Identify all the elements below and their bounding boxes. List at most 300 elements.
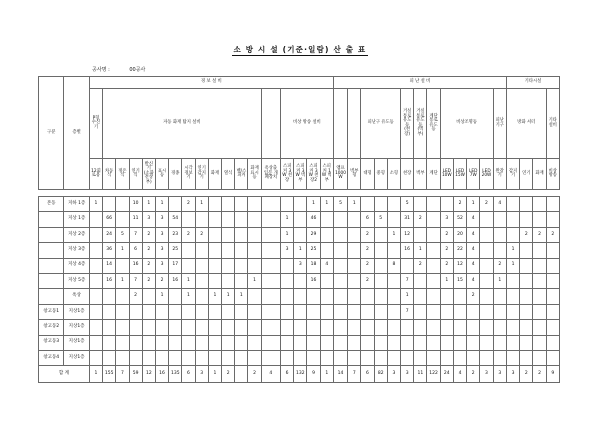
value-cell: [169, 289, 182, 304]
value-cell: 1: [155, 197, 168, 212]
value-cell: [261, 320, 280, 335]
project-line: [92, 66, 145, 73]
value-cell: [222, 258, 235, 273]
value-cell: 3: [142, 212, 155, 227]
value-cell: [520, 212, 533, 227]
value-cell: [222, 350, 235, 365]
value-cell: 25: [307, 243, 320, 258]
table-row: [39, 335, 560, 350]
value-cell: [222, 273, 235, 288]
value-cell: 1: [195, 197, 208, 212]
value-cell: [195, 350, 208, 365]
total-value-cell: 14: [333, 366, 347, 383]
value-cell: [333, 227, 347, 242]
column-header: 벽부형: [348, 159, 361, 190]
value-cell: [427, 320, 440, 335]
value-cell: [208, 243, 221, 258]
value-cell: [222, 197, 235, 212]
value-cell: [427, 350, 440, 365]
total-value-cell: 3: [480, 366, 493, 383]
value-cell: 12: [401, 227, 414, 242]
value-cell: [374, 258, 387, 273]
value-cell: [129, 350, 142, 365]
value-cell: [248, 212, 261, 227]
value-cell: [142, 320, 155, 335]
value-cell: [348, 335, 361, 350]
column-header: 화재 표시등: [248, 159, 261, 190]
value-cell: 14: [103, 258, 116, 273]
value-cell: [116, 304, 129, 319]
value-cell: 1: [142, 197, 155, 212]
value-cell: [261, 258, 280, 273]
value-cell: [546, 289, 559, 304]
value-cell: [261, 273, 280, 288]
wall-light-header: 거실통로 유도등 (벽부): [414, 89, 427, 159]
column-header: 스피커 3W 벽부: [294, 159, 307, 190]
total-value-cell: 2: [248, 366, 261, 383]
value-cell: 1: [182, 289, 195, 304]
value-cell: [222, 212, 235, 227]
value-cell: 24: [103, 227, 116, 242]
value-cell: [374, 335, 387, 350]
total-value-cell: [235, 366, 248, 383]
value-cell: [361, 304, 374, 319]
value-cell: 1: [467, 197, 480, 212]
auto-fire-header: 자동 화재 탐지 설비: [103, 89, 262, 159]
value-cell: [103, 289, 116, 304]
value-cell: 2: [361, 273, 374, 288]
value-cell: [248, 320, 261, 335]
value-cell: 1: [235, 289, 248, 304]
value-cell: [333, 212, 347, 227]
value-cell: [261, 304, 280, 319]
value-cell: [374, 304, 387, 319]
value-cell: [520, 320, 533, 335]
value-cell: [116, 320, 129, 335]
value-cell: 2: [546, 227, 559, 242]
value-cell: [414, 227, 427, 242]
equipment-header: 피난 기구: [493, 89, 506, 159]
total-value-cell: 135: [169, 366, 182, 383]
value-cell: [281, 350, 294, 365]
total-value-cell: 3: [493, 366, 506, 383]
value-cell: [142, 289, 155, 304]
total-value-cell: 2: [533, 366, 546, 383]
value-cell: 1: [440, 273, 453, 288]
value-cell: 2: [520, 227, 533, 242]
value-cell: [520, 273, 533, 288]
value-cell: [361, 350, 374, 365]
column-header: 연기감지기: [195, 159, 208, 190]
value-cell: [195, 258, 208, 273]
value-cell: [506, 320, 519, 335]
value-cell: [235, 304, 248, 319]
value-cell: [533, 258, 546, 273]
value-cell: [89, 350, 102, 365]
value-cell: [520, 350, 533, 365]
value-cell: [222, 304, 235, 319]
value-cell: [333, 289, 347, 304]
value-cell: [294, 197, 307, 212]
value-cell: [116, 258, 129, 273]
table-row: [39, 258, 560, 273]
value-cell: [222, 243, 235, 258]
value-cell: 2: [182, 227, 195, 242]
building-cell: [39, 258, 64, 273]
column-header: LED 20W: [480, 159, 493, 190]
table-row: [39, 212, 560, 227]
value-cell: [195, 335, 208, 350]
emergency-broadcast-header: 비상 방송 설비: [281, 89, 334, 159]
total-value-cell: 16: [155, 366, 168, 383]
building-cell: [39, 289, 64, 304]
column-header: 연기: [520, 159, 533, 190]
total-value-cell: 6: [281, 366, 294, 383]
value-cell: [89, 273, 102, 288]
value-cell: [116, 289, 129, 304]
value-cell: 17: [169, 258, 182, 273]
value-cell: [248, 304, 261, 319]
value-cell: [546, 212, 559, 227]
value-cell: [294, 227, 307, 242]
value-cell: 2: [155, 273, 168, 288]
value-cell: [195, 273, 208, 288]
value-cell: [195, 320, 208, 335]
value-cell: [387, 320, 400, 335]
value-cell: [116, 335, 129, 350]
value-cell: [116, 197, 129, 212]
value-cell: [294, 335, 307, 350]
value-cell: 1: [248, 273, 261, 288]
value-cell: [387, 289, 400, 304]
corridor-light-header: 거실통로 유도등 (천장): [401, 89, 414, 159]
total-value-cell: 9: [546, 366, 559, 383]
value-cell: [333, 320, 347, 335]
value-cell: [261, 227, 280, 242]
receiver-header: P형 수신기: [89, 89, 102, 159]
value-cell: 16: [169, 273, 182, 288]
value-cell: [116, 212, 129, 227]
value-cell: [103, 335, 116, 350]
value-cell: [401, 258, 414, 273]
value-cell: [414, 335, 427, 350]
total-value-cell: 12: [142, 366, 155, 383]
value-cell: [195, 304, 208, 319]
value-cell: [281, 320, 294, 335]
value-cell: 1: [89, 197, 102, 212]
value-cell: [348, 320, 361, 335]
value-cell: [333, 258, 347, 273]
value-cell: 2: [453, 197, 466, 212]
floor-cell: 지상1층: [64, 350, 89, 365]
value-cell: [427, 227, 440, 242]
value-cell: [248, 227, 261, 242]
value-cell: [320, 289, 333, 304]
building-cell: [39, 273, 64, 288]
total-value-cell: 11: [414, 366, 427, 383]
value-cell: [261, 197, 280, 212]
gubun-header: 구분: [39, 77, 64, 190]
value-cell: 23: [169, 227, 182, 242]
value-cell: [89, 258, 102, 273]
value-cell: [116, 350, 129, 365]
value-cell: [307, 335, 320, 350]
value-cell: [374, 289, 387, 304]
value-cell: [208, 350, 221, 365]
value-cell: 3: [155, 243, 168, 258]
value-cell: [493, 335, 506, 350]
value-cell: [467, 350, 480, 365]
value-cell: [103, 304, 116, 319]
evac-group-header: 피 난 설 비: [333, 77, 506, 89]
floor-cell: 지상1층: [64, 335, 89, 350]
column-header: 옥상출입문 개폐장치: [261, 159, 280, 190]
column-header: 시각경보기: [182, 159, 195, 190]
column-header: 정온식: [116, 159, 129, 190]
value-cell: 36: [103, 243, 116, 258]
table-row: [39, 350, 560, 365]
value-cell: 7: [129, 227, 142, 242]
value-cell: [320, 335, 333, 350]
value-cell: 20: [453, 227, 466, 242]
value-cell: 3: [281, 243, 294, 258]
value-cell: [414, 350, 427, 365]
value-cell: 1: [401, 289, 414, 304]
column-header: LED 7W: [467, 159, 480, 190]
building-cell: 창고동1: [39, 304, 64, 319]
total-value-cell: 3: [401, 366, 414, 383]
total-value-cell: 2: [520, 366, 533, 383]
value-cell: [320, 273, 333, 288]
value-cell: [546, 335, 559, 350]
value-cell: 16: [103, 273, 116, 288]
value-cell: [235, 227, 248, 242]
value-cell: [235, 258, 248, 273]
table-row: [39, 320, 560, 335]
value-cell: 2: [440, 243, 453, 258]
value-cell: 5: [333, 197, 347, 212]
value-cell: [142, 350, 155, 365]
value-cell: 25: [169, 243, 182, 258]
value-cell: [374, 227, 387, 242]
value-cell: [294, 212, 307, 227]
value-cell: [155, 350, 168, 365]
total-value-cell: 132: [294, 366, 307, 383]
value-cell: 2: [414, 212, 427, 227]
value-cell: [182, 212, 195, 227]
column-header: 대형: [361, 159, 374, 190]
floor-cell: 지상 3층: [64, 243, 89, 258]
total-value-cell: 7: [348, 366, 361, 383]
value-cell: [307, 320, 320, 335]
value-cell: [493, 304, 506, 319]
column-header: 화재: [533, 159, 546, 190]
total-row: [39, 366, 560, 383]
value-cell: [546, 320, 559, 335]
column-header: 완강기: [493, 159, 506, 190]
value-cell: [427, 273, 440, 288]
value-cell: [533, 335, 546, 350]
value-cell: [401, 350, 414, 365]
floor-cell: 옥상: [64, 289, 89, 304]
value-cell: 29: [307, 227, 320, 242]
value-cell: 7: [401, 273, 414, 288]
value-cell: [103, 197, 116, 212]
value-cell: 2: [467, 289, 480, 304]
value-cell: [89, 212, 102, 227]
value-cell: 2: [440, 227, 453, 242]
value-cell: [195, 289, 208, 304]
floor-header: 층별: [64, 77, 89, 190]
value-cell: [374, 243, 387, 258]
value-cell: [493, 243, 506, 258]
value-cell: [333, 304, 347, 319]
value-cell: [520, 304, 533, 319]
value-cell: 1: [116, 243, 129, 258]
shutter-header: 방화 셔터: [506, 89, 546, 159]
column-header: 비상방송: [546, 159, 559, 190]
value-cell: 1: [116, 273, 129, 288]
value-cell: 2: [182, 197, 195, 212]
total-value-cell: 155: [103, 366, 116, 383]
value-cell: [520, 258, 533, 273]
value-cell: [427, 243, 440, 258]
total-value-cell: 9: [307, 366, 320, 383]
value-cell: [348, 212, 361, 227]
value-cell: [374, 197, 387, 212]
other-group-header: 기타시설: [506, 77, 559, 89]
floor-cell: 지상 1층: [64, 212, 89, 227]
value-cell: 2: [129, 289, 142, 304]
total-value-cell: 1: [89, 366, 102, 383]
value-cell: [387, 335, 400, 350]
column-header: 벽부: [414, 159, 427, 190]
floor-cell: 지상1층: [64, 320, 89, 335]
column-header: 스피커 3W 천장: [281, 159, 294, 190]
value-cell: [493, 212, 506, 227]
column-header: 계단: [427, 159, 440, 190]
value-cell: [480, 304, 493, 319]
emergency-light-header: 비상조명등: [440, 89, 493, 159]
value-cell: [235, 320, 248, 335]
value-cell: 2: [142, 243, 155, 258]
value-cell: [248, 350, 261, 365]
column-header: 화재: [208, 159, 221, 190]
floor-cell: 지상 5층: [64, 273, 89, 288]
value-cell: 1: [281, 212, 294, 227]
value-cell: 2: [195, 227, 208, 242]
value-cell: [281, 258, 294, 273]
value-cell: [387, 273, 400, 288]
table-row: [39, 243, 560, 258]
value-cell: [89, 320, 102, 335]
value-cell: 5: [401, 197, 414, 212]
project-value: 00공사: [129, 67, 146, 73]
column-header: 벨/스피커: [235, 159, 248, 190]
value-cell: [155, 335, 168, 350]
table-row: [39, 227, 560, 242]
value-cell: 2: [142, 273, 155, 288]
value-cell: [169, 350, 182, 365]
value-cell: [348, 304, 361, 319]
value-cell: [546, 304, 559, 319]
value-cell: [414, 197, 427, 212]
value-cell: [427, 304, 440, 319]
value-cell: [281, 289, 294, 304]
value-cell: [320, 304, 333, 319]
value-cell: 10: [129, 197, 142, 212]
total-value-cell: 4: [261, 366, 280, 383]
value-cell: 2: [480, 197, 493, 212]
value-cell: [440, 320, 453, 335]
value-cell: 1: [506, 243, 519, 258]
value-cell: [361, 335, 374, 350]
value-cell: [320, 212, 333, 227]
value-cell: [294, 273, 307, 288]
value-cell: 3: [440, 212, 453, 227]
value-cell: [333, 243, 347, 258]
value-cell: [348, 289, 361, 304]
value-cell: [453, 320, 466, 335]
value-cell: [348, 350, 361, 365]
value-cell: [387, 212, 400, 227]
value-cell: 4: [467, 258, 480, 273]
value-cell: 2: [440, 258, 453, 273]
value-cell: [506, 227, 519, 242]
column-header: 천장: [401, 159, 414, 190]
value-cell: [480, 335, 493, 350]
value-cell: [480, 212, 493, 227]
total-value-cell: 1: [208, 366, 221, 383]
value-cell: [387, 243, 400, 258]
column-header: 중형: [374, 159, 387, 190]
value-cell: [427, 289, 440, 304]
table-row: [39, 304, 560, 319]
value-cell: [520, 335, 533, 350]
value-cell: 1: [222, 289, 235, 304]
value-cell: 2: [493, 258, 506, 273]
floor-cell: 지상1층: [64, 304, 89, 319]
value-cell: [374, 350, 387, 365]
value-cell: [348, 258, 361, 273]
column-header: 감지기: [506, 159, 519, 190]
value-cell: [235, 273, 248, 288]
value-cell: [222, 227, 235, 242]
value-cell: [182, 320, 195, 335]
column-header: 발신기 (소화전상부): [142, 159, 155, 190]
value-cell: 2: [361, 227, 374, 242]
value-cell: [248, 289, 261, 304]
value-cell: 1: [387, 227, 400, 242]
value-cell: 18: [307, 258, 320, 273]
value-cell: [281, 335, 294, 350]
value-cell: 1: [307, 197, 320, 212]
value-cell: [294, 289, 307, 304]
value-cell: 5: [116, 227, 129, 242]
value-cell: [506, 304, 519, 319]
value-cell: [520, 197, 533, 212]
value-cell: [506, 350, 519, 365]
value-cell: [89, 304, 102, 319]
value-cell: [208, 258, 221, 273]
value-cell: [348, 273, 361, 288]
value-cell: [348, 227, 361, 242]
total-value-cell: 7: [116, 366, 129, 383]
value-cell: [533, 273, 546, 288]
total-value-cell: 2: [222, 366, 235, 383]
value-cell: 5: [374, 212, 387, 227]
column-header: 경종: [169, 159, 182, 190]
